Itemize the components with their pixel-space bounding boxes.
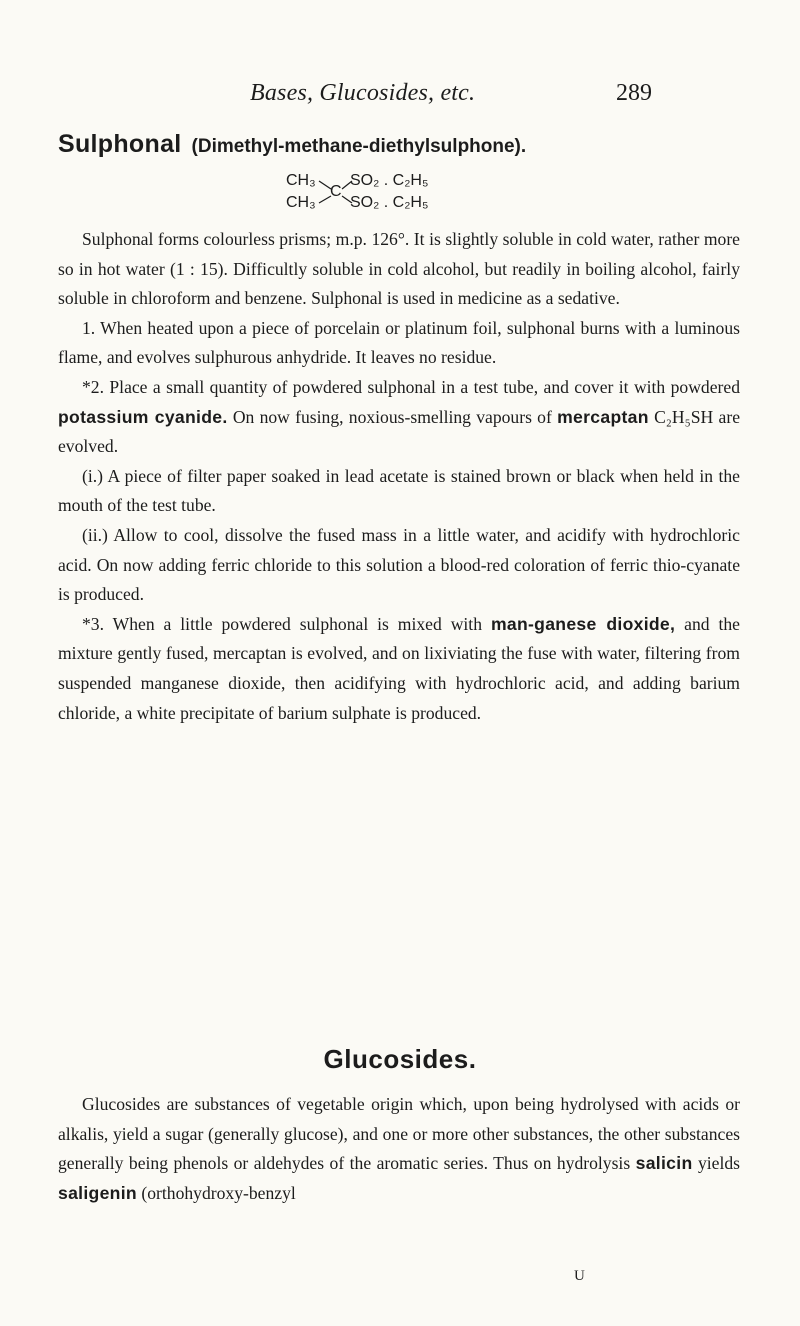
sulphonal-body <box>58 225 740 728</box>
test-3 <box>58 610 740 728</box>
test-2 <box>58 373 740 462</box>
formula-methyl-bottom: CH₃ <box>286 194 316 211</box>
test-3-text-b: and the mixture gently fused, mercaptan is evolved, and on lixiviating the fuse with water, filtering from suspended manganese dioxide, then acidifying with hydrochloric acid, and adding barium chloride, a white precipitate of barium sulphate is produced. <box>58 613 740 723</box>
sulphonal-heading <box>58 130 526 159</box>
page-number: 289 <box>616 80 652 106</box>
test-2-text-a: *2. Place a small quantity of powdered sulphonal in a test tube, and cover it with powdered <box>82 376 740 397</box>
signature-mark: U <box>574 1268 585 1284</box>
test-2-i: (i.) A piece of filter paper soaked in lead acetate is stained brown or black when held in the mouth of the test tube. <box>58 465 740 516</box>
formula-sulphone-top: SO₂ . C₂H₅ <box>350 172 429 189</box>
glucosides-text-b: yields <box>697 1153 740 1174</box>
term-saligenin: saligenin <box>58 1182 137 1203</box>
running-head-title: Bases, Glucosides, etc. <box>250 80 476 106</box>
test-2-ii: (ii.) Allow to cool, dissolve the fused mass in a little water, and acidify with hydrochloric acid. On now adding ferric chloride to this solution a blood-red coloration of ferric thio-cyanate is produced. <box>58 524 740 605</box>
sulphonal-subtitle: (Dimethyl-methane-diethylsulphone). <box>191 136 527 157</box>
reagent-potassium-cyanide: potassium cyanide. <box>58 406 228 427</box>
glucosides-body <box>58 1090 740 1208</box>
test-3-text-a: *3. When a little powdered sulphonal is mixed with <box>82 613 482 634</box>
glucosides-text-c: (orthohydroxy-benzyl <box>141 1182 296 1203</box>
glucosides-paragraph <box>58 1090 740 1208</box>
formula-sulphone-bottom: SO₂ . C₂H₅ <box>350 194 429 211</box>
reagent-manganese-dioxide: man-ganese dioxide, <box>490 613 676 634</box>
test-2-text-c: C₂H₅SH are evolved. <box>58 406 740 457</box>
sulphonal-title: Sulphonal <box>58 130 182 158</box>
sulphonal-intro: Sulphonal forms colourless prisms; m.p. 126°. It is slightly soluble in cold water, rather more so in hot water (1 : 15). Difficultly soluble in cold alcohol, but readily in boiling alcohol, fairly soluble in chloroform and benzene. Sulphonal is used in medicine as a sedative. <box>58 229 740 309</box>
structural-formula <box>286 172 546 218</box>
running-head <box>0 76 800 116</box>
formula-carbon: C <box>330 183 342 200</box>
test-2-text-b: On now fusing, noxious-smelling vapours of <box>232 406 552 427</box>
glucosides-text-a: Glucosides are substances of vegetable origin which, upon being hydrolysed with acids or alkalis, yield a sugar (generally glucose), and one or more other substances, the other substances generally being phenols or aldehydes of the aromatic series. Thus on hydrolysis <box>58 1094 740 1174</box>
term-salicin: salicin <box>635 1153 693 1174</box>
test-1: 1. When heated upon a piece of porcelain or platinum foil, sulphonal burns with a luminous flame, and evolves sulphurous anhydride. It leaves no residue. <box>58 317 740 368</box>
glucosides-heading: Glucosides. <box>323 1044 477 1074</box>
formula-methyl-top: CH₃ <box>286 172 316 189</box>
product-mercaptan: mercaptan <box>557 406 649 427</box>
